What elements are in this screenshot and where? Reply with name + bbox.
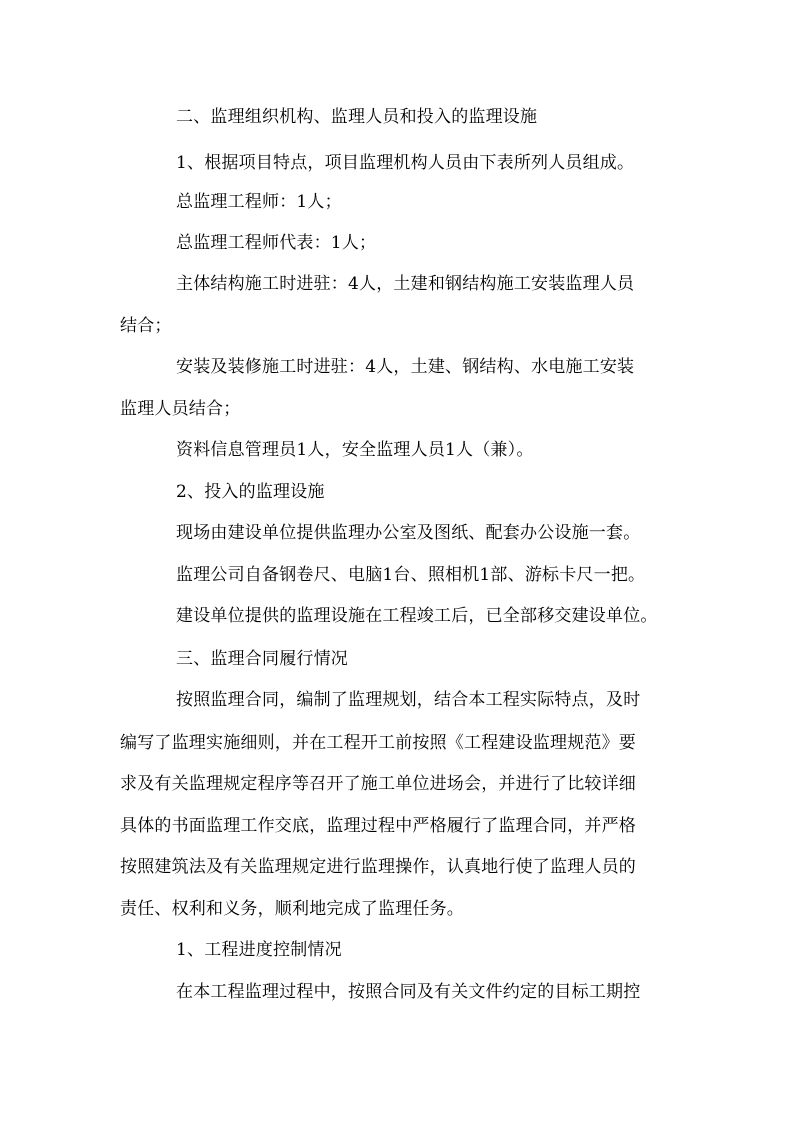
paragraph-line: 总监理工程师代表：1人； xyxy=(176,233,377,253)
paragraph-line: 监理公司自备钢卷尺、电脑1台、照相机1部、游标卡尺一把。 xyxy=(176,565,646,585)
paragraph-line: 监理人员结合； xyxy=(120,399,241,419)
section-heading-contract: 三、监理合同履行情况 xyxy=(176,649,348,669)
paragraph-line: 总监理工程师：1人； xyxy=(176,192,342,212)
subsection-heading-facilities: 2、投入的监理设施 xyxy=(176,482,325,502)
paragraph-line: 主体结构施工时进驻：4人，土建和钢结构施工安装监理人员 xyxy=(176,274,635,294)
section-heading-organization: 二、监理组织机构、监理人员和投入的监理设施 xyxy=(176,107,538,127)
paragraph-line: 资料信息管理员1人，安全监理人员1人（兼）。 xyxy=(176,440,534,460)
subsection-heading-progress: 1、工程进度控制情况 xyxy=(176,940,342,960)
paragraph-line: 现场由建设单位提供监理办公室及图纸、配套办公设施一套。 xyxy=(176,523,641,543)
paragraph-line: 在本工程监理过程中，按照合同及有关文件约定的目标工期控 xyxy=(176,982,641,1002)
paragraph-line: 结合； xyxy=(120,316,172,336)
paragraph-line: 按照建筑法及有关监理规定进行监理操作，认真地行使了监理人员的 xyxy=(120,857,636,877)
paragraph-line: 安装及装修施工时进驻：4人，土建、钢结构、水电施工安装 xyxy=(176,357,635,377)
paragraph-line: 责任、权利和义务，顺利地完成了监理任务。 xyxy=(120,899,464,919)
paragraph-line: 建设单位提供的监理设施在工程竣工后，已全部移交建设单位。 xyxy=(176,606,658,626)
paragraph-line: 具体的书面监理工作交底，监理过程中严格履行了监理合同，并严格 xyxy=(120,816,636,836)
paragraph-line: 按照监理合同，编制了监理规划，结合本工程实际特点，及时 xyxy=(176,690,641,710)
paragraph-line: 求及有关监理规定程序等召开了施工单位进场会，并进行了比较详细 xyxy=(120,774,636,794)
subsection-heading-personnel: 1、根据项目特点，项目监理机构人员由下表所列人员组成。 xyxy=(176,153,635,173)
paragraph-line: 编写了监理实施细则，并在工程开工前按照《工程建设监理规范》要 xyxy=(120,733,636,753)
